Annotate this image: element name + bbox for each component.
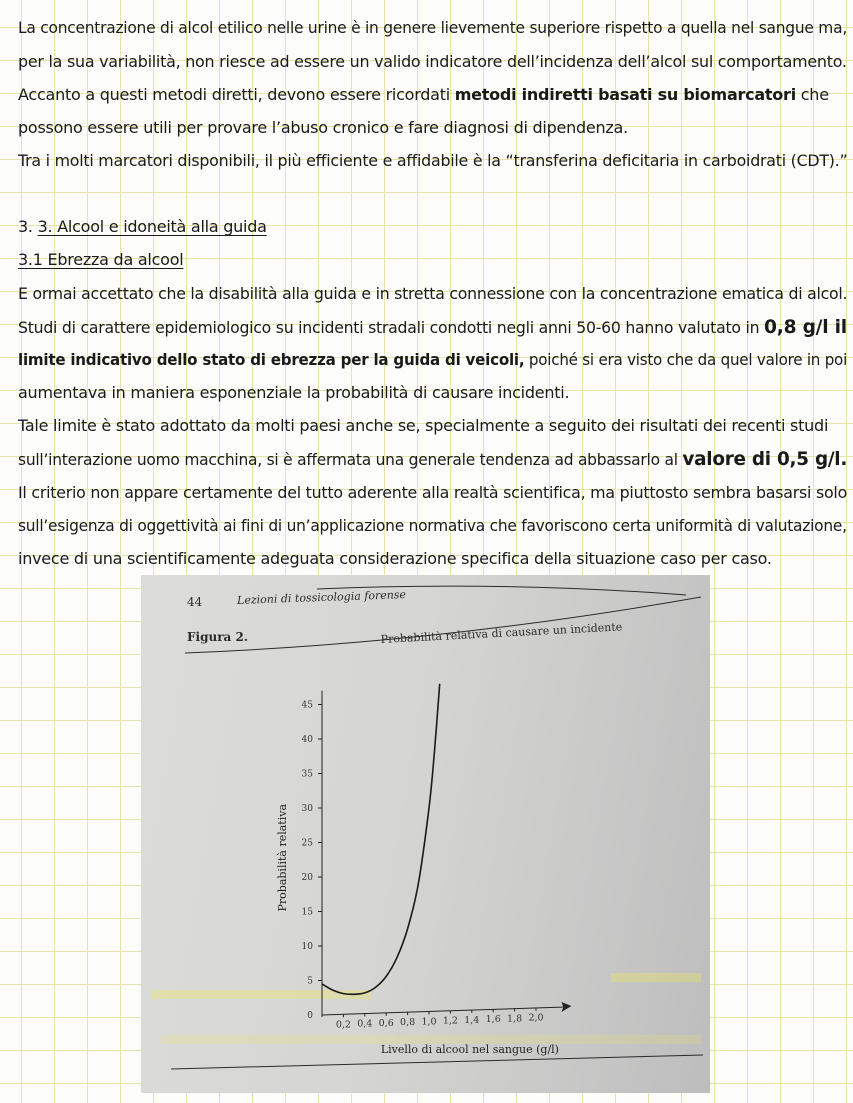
- note-line: [18, 284, 847, 304]
- note-text: Accanto a questi metodi diretti, devono essere ricordati: [18, 85, 455, 104]
- section-heading: [18, 217, 267, 237]
- x-tick-label: 1,4: [464, 1014, 480, 1026]
- note-text: Tra i molti marcatori disponibili, il più efficiente e affidabile è la “transferina deficitaria in carboidrati (CDT).”: [18, 151, 848, 170]
- header-rule: [317, 586, 686, 595]
- x-tick-label: 0,2: [335, 1019, 351, 1031]
- note-line: [18, 449, 847, 470]
- chart-series-line: [322, 684, 440, 995]
- y-tick-label: 45: [301, 700, 313, 711]
- bottom-rule: [171, 1055, 703, 1069]
- running-head: Lezioni di tossicologia forense: [236, 588, 407, 607]
- bold-term: valore di 0,5 g/l.: [682, 448, 848, 470]
- y-tick-label: 10: [301, 942, 313, 952]
- note-text: possono essere utili per provare l’abuso cronico e fare diagnosi di dipendenza.: [18, 118, 628, 137]
- note-text: La concentrazione di alcol etilico nelle urine è in genere lievemente superiore rispetto a quella nel sangue ma,: [18, 18, 847, 37]
- y-tick-label: 25: [301, 838, 313, 849]
- bold-term: limite indicativo dello stato di ebrezza per la guida di veicoli,: [18, 350, 525, 369]
- note-text: Il criterio non appare certamente del tutto aderente alla realtà scientifica, ma piuttosto sembra basarsi solo: [18, 483, 848, 502]
- x-tick-label: 1,6: [485, 1014, 501, 1026]
- x-tick-label: 0,8: [400, 1017, 416, 1029]
- x-tick-label: 0,6: [378, 1017, 394, 1029]
- note-text: sull’esigenza di oggettività ai fini di un’applicazione normativa che favoriscono certa uniformità di valutazione,: [18, 516, 847, 535]
- note-line: [18, 52, 847, 72]
- note-text: che: [795, 85, 829, 104]
- subsection-heading: [18, 250, 183, 270]
- y-tick-label: 35: [301, 769, 313, 780]
- note-line: [18, 549, 772, 569]
- x-tick-label: 0,4: [357, 1018, 373, 1030]
- note-text: poiché si era visto che da quel valore in poi: [524, 350, 848, 369]
- chart-legend: Probabilità relativa di causare un incidente: [380, 620, 623, 646]
- subheading-text: 3.1 Ebrezza da alcool: [18, 250, 184, 269]
- note-text: Tale limite è stato adottato da molti paesi anche se, specialmente a seguito dei risultati dei recenti studi: [18, 416, 829, 435]
- book-page-photo: [141, 575, 710, 1093]
- note-line: [18, 118, 628, 138]
- x-tick-label: 1,8: [507, 1013, 523, 1025]
- note-text: sull’interazione uomo macchina, si è affermata una generale tendenza ad abbassarlo al: [18, 450, 683, 469]
- y-tick-label: 15: [301, 907, 313, 918]
- note-line: [18, 383, 569, 403]
- bold-term: metodi indiretti basati su biomarcatori: [454, 85, 796, 104]
- note-line: [18, 350, 847, 370]
- note-text: per la sua variabilità, non riesce ad essere un valido indicatore dell’incidenza dell’alcol sul comportamento.: [18, 52, 847, 71]
- figure-rule: [185, 597, 701, 653]
- chart-axes: [322, 691, 571, 1017]
- y-tick-label: 0: [307, 1011, 313, 1021]
- note-line: [18, 85, 829, 105]
- y-tick-label: 20: [301, 873, 313, 883]
- x-tick-label: 1,0: [421, 1016, 437, 1028]
- y-tick-label: 30: [301, 804, 313, 814]
- note-text: E ormai accettato che la disabilità alla guida e in stretta connessione con la concentrazione ematica di alcol.: [18, 284, 848, 303]
- note-text: Studi di carattere epidemiologico su incidenti stradali condotti negli anni 50-60 hanno valutato in: [18, 318, 765, 337]
- bold-term: 0,8 g/l il: [764, 316, 847, 338]
- y-tick-label: 5: [307, 976, 313, 987]
- chart-ticks: [302, 701, 544, 1031]
- heading-text: 3. Alcool e idoneità alla guida: [37, 217, 267, 236]
- note-text: aumentava in maniera esponenziale la probabilità di causare incidenti.: [18, 383, 570, 402]
- x-axis-label: Livello di alcool nel sangue (g/l): [380, 1043, 559, 1056]
- note-line: [18, 18, 847, 38]
- heading-prefix: 3.: [18, 217, 38, 236]
- page-number: 44: [187, 595, 203, 609]
- y-tick-label: 40: [301, 735, 313, 745]
- note-line: [18, 416, 828, 436]
- note-line: [18, 516, 847, 536]
- probability-chart: [141, 575, 710, 1093]
- note-text: invece di una scientificamente adeguata considerazione specifica della situazione caso per caso.: [18, 549, 772, 568]
- figure-label: Figura 2.: [187, 630, 248, 644]
- x-tick-label: 2,0: [528, 1012, 544, 1024]
- y-axis-label: Probabilità relativa: [276, 803, 289, 912]
- note-line: [18, 483, 847, 503]
- note-line: [18, 151, 847, 171]
- x-tick-label: 1,2: [442, 1015, 458, 1027]
- note-line: [18, 317, 847, 338]
